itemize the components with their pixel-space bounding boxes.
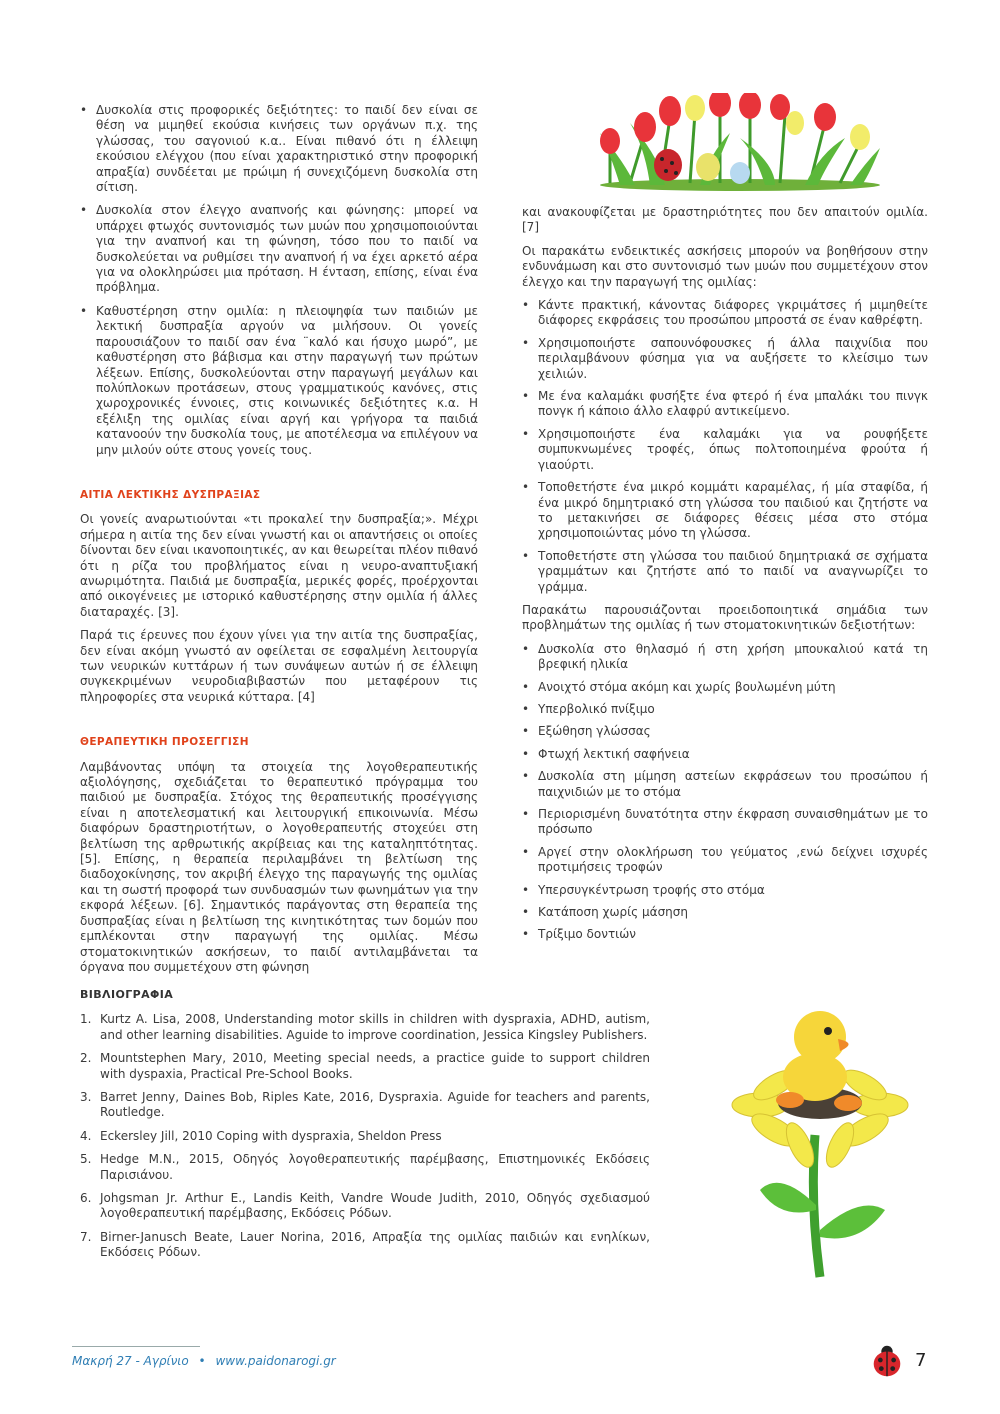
- list-item: • Με ένα καλαμάκι φυσήξτε ένα φτερό ή ένα μπαλάκι του πινγκ πονγκ ή κάποιο άλλο ελαφρύ αντικείμενο.: [522, 389, 928, 420]
- list-item: • Υπερβολικό πνίξιμο: [522, 702, 928, 717]
- paragraph: Οι παρακάτω ενδεικτικές ασκήσεις μπορούν να βοηθήσουν στην ενδυνάμωση και στο συντονισμό των μυών που συμμετέχουν στον έλεγχο και την παραγωγή της ομιλίας:: [522, 243, 928, 289]
- item-number: 5.: [80, 1152, 92, 1167]
- citation: Kurtz A. Lisa, 2008, Understanding motor skills in children with dyspraxia, ADHD, autism, and other learning disabilities. Aguide to improve coordination, Jessica Kingsley Publishers.: [100, 1012, 650, 1042]
- footer-divider: [72, 1346, 200, 1347]
- footer-website[interactable]: www.paidonarogi.gr: [215, 1354, 336, 1368]
- list-item: • Τοποθετήστε ένα μικρό κομμάτι καραμέλας, ή μία σταφίδα, ή ένα μικρό δημητριακό στη γλώσσα του παιδιού και ζητήστε να το μετακινήσει σε διάφορες θέσεις μέσα στο στόμα χρησιμοποιώντας μόνο τη γλώσσα.: [522, 480, 928, 542]
- list-item: [80, 1012, 650, 1043]
- list-item: • Δυσκολία στον έλεγχο αναπνοής και φώνησης: μπορεί να υπάρχει φτωχός συντονισμός των μυών που χρησιμοποιούνται για την αναπνοή και τη φώνηση, τόσο που το παιδί να δυσκολεύεται να ρυθμίσει την αναπνοή ή να έχει αρκετό αέρα για να ολοκληρώσει μια πρόταση. Η ένταση, επίσης, είναι ένα πρόβλημα.: [80, 203, 478, 295]
- duck-flower-illustration: [720, 1005, 920, 1280]
- list-item: • Εξώθηση γλώσσας: [522, 724, 928, 739]
- paragraph: Οι γονείς αναρωτιούνται «τι προκαλεί την δυσπραξία;». Μέχρι σήμερα η αιτία της δεν είναι γνωστή και οι απαντήσεις οι οποίες δίνονται δεν είναι ικανοποιητικές, αν και θεωρείται πλέον πιθανό ότι η ρίζα του προβλήματος είναι η νευρο-αναπτυξιακή ανωριμότητα. Παιδιά με δυσπραξία, μερικές φορές, προέρχονται από οικογένειες με ιστορικό καθυστέρησης στην ομιλία ή άλλες διαταραχές. [3].: [80, 512, 478, 619]
- bibliography-heading: ΒΙΒΛΙΟΓΡΑΦΙΑ: [80, 988, 174, 1001]
- list-item: [80, 1230, 650, 1261]
- list-item: • Τοποθετήστε στη γλώσσα του παιδιού δημητριακά σε σχήματα γραμμάτων και ζητήστε από το παιδί να αναγνωρίζει το γράμμα.: [522, 549, 928, 595]
- section-heading-causes: ΑΙΤΙΑ ΛΕΚΤΙΚΗΣ ΔΥΣΠΡΑΞΙΑΣ: [80, 488, 261, 501]
- item-number: 7.: [80, 1229, 92, 1244]
- list-item: • Τρίξιμο δοντιών: [522, 927, 928, 942]
- item-number: 2.: [80, 1051, 92, 1066]
- paragraph: Παρακάτω παρουσιάζονται προειδοποιητικά σημάδια των προβλημάτων της ομιλίας ή των στοματοκινητικών δεξιοτήτων:: [522, 602, 928, 633]
- left-column: [80, 103, 478, 983]
- list-item: • Περιορισμένη δυνατότητα στην έκφραση συναισθημάτων με το πρόσωπο: [522, 807, 928, 838]
- difficulty-list: [80, 103, 478, 458]
- tulips-illustration: [590, 93, 890, 193]
- section-heading-therapy: ΘΕΡΑΠΕΥΤΙΚΗ ΠΡΟΣΕΓΓΙΣΗ: [80, 736, 249, 749]
- paragraph: και ανακουφίζεται με δραστηριότητες που δεν απαιτούν ομιλία. [7]: [522, 205, 928, 235]
- item-number: 1.: [80, 1012, 92, 1027]
- paragraph: Παρά τις έρευνες που έχουν γίνει για την αιτία της δυσπραξίας, δεν είναι ακόμη γνωστό αν οφείλεται σε εσφαλμένη λειτουργία των νευρικών κυττάρων ή των συνάψεων αυτών ή σε έλλειψη συγκεκριμένων νευροδιαβιβαστών που μεταφέρουν τις πληροφορίες στα νευρικά κύτταρα. [4]: [80, 628, 478, 704]
- list-item: • Υπερσυγκέντρωση τροφής στο στόμα: [522, 883, 928, 898]
- footer: [72, 1354, 336, 1368]
- list-item: • Καθυστέρηση στην ομιλία: η πλειοψηφία των παιδιών με λεκτική δυσπραξία αργούν να μιλήσουν. Οι γονείς παρουσιάζουν το παιδί σαν ένα ¨καλό και ήσυχο μωρό”, με καθυστέρηση στο βάβισμα και στην παραγωγή των πρώτων λέξεων. Επίσης, δυσκολεύονται στην παραγωγή μεγάλων και πολύπλοκων προτάσεων, στους γραμματικούς κανόνες, στις χωροχρονικές έννοιες, στις κοινωνικές δεξιότητες κ.α. Η εξέλιξη της ομιλίας είναι αργή και γρήγορα τα παιδιά κατανοούν την δυσκολία τους, με αποτέλεσμα να επιλέγουν να μην μιλούν ούτε στους γονείς τους.: [80, 304, 478, 458]
- list-item: [80, 1152, 650, 1183]
- citation: Johgsman Jr. Arthur E., Landis Keith, Vandre Woude Judith, 2010, Οδηγός σχεδιασμού λογοθεραπευτική παρέμβασης, Εκδόσεις Ρόδων.: [100, 1191, 650, 1221]
- list-item: [80, 1129, 650, 1144]
- list-item: • Κάντε πρακτική, κάνοντας διάφορες γκριμάτσες ή μιμηθείτε διάφορες εκφράσεις του προσώπου μπροστά σε έναν καθρέφτη.: [522, 298, 928, 329]
- list-item: [80, 1090, 650, 1121]
- list-item: • Ανοιχτό στόμα ακόμη και χωρίς βουλωμένη μύτη: [522, 680, 928, 695]
- citation: Birner-Janusch Beate, Lauer Norina, 2016, Απραξία της ομιλίας παιδιών και ενηλίκων, Εκδόσεις Ρόδων.: [100, 1229, 650, 1260]
- footer-address: Μακρή 27 - Αγρίνιο: [72, 1354, 189, 1368]
- warning-signs-list: [522, 642, 928, 943]
- list-item: [80, 1051, 650, 1082]
- item-number: 3.: [80, 1090, 92, 1105]
- citation: Mountstephen Mary, 2010, Meeting special needs, a practice guide to support children with dyspaxia, Practical Pre-School Books.: [100, 1051, 650, 1081]
- citation: Hedge M.N., 2015, Οδηγός λογοθεραπευτικής παρέμβασης, Επιστημονικές Εκδόσεις Παρισιάνου.: [100, 1152, 650, 1182]
- ladybug-icon: [868, 1342, 906, 1380]
- paragraph: Λαμβάνοντας υπόψη τα στοιχεία της λογοθεραπευτικής αξιολόγησης, σχεδιάζεται το θεραπευτικό πρόγραμμα του παιδιού με δυσπραξία. Στόχος της θεραπευτικής προσέγγισης είναι η αποτελεσματική και λειτουργική επικοινωνία. Μέσω διαφόρων δραστηριοτήτων, ο λογοθεραπευτής στοχεύει στη βελτίωση της αρθρωτικής ακρίβειας και της καταληπτότητας. [5]. Επίσης, η θεραπεία περιλαμβάνει τη βελτίωση της διαδοχοκίνησης, τον ακριβή έλεγχο της παραγωγής της ομιλίας και τη σωστή προφορά των συνδυασμών των φωνημάτων για την εκφορά λέξεων. [6]. Σημαντικός παράγοντας στη θεραπεία της δυσπραξίας είναι η βελτίωση της κινητικότητας των δομών που εμπλέκονται στην παραγωγή της ομιλίας. Μέσω στοματοκινητικών ασκήσεων, το παιδί αντιλαμβάνεται τα όργανα που συμμετέχουν στη φώνηση: [80, 759, 478, 974]
- list-item: • Χρησιμοποιήστε σαπουνόφουσκες ή άλλα παιχνίδια που περιλαμβάνουν φύσημα για να αυξήσετε το κλείσιμο των χειλιών.: [522, 336, 928, 382]
- list-item: • Κατάποση χωρίς μάσηση: [522, 905, 928, 920]
- list-item: • Δυσκολία στο θηλασμό ή στη χρήση μπουκαλιού κατά τη βρεφική ηλικία: [522, 642, 928, 673]
- bibliography-list: [80, 1012, 650, 1260]
- page-number: 7: [915, 1350, 927, 1371]
- item-number: 6.: [80, 1191, 92, 1206]
- footer-separator: •: [198, 1354, 206, 1368]
- bibliography-section: [80, 987, 650, 1269]
- list-item: • Χρησιμοποιήστε ένα καλαμάκι για να ρουφήξετε συμπυκνωμένες τροφές, όπως πολτοποιημένα φρούτα ή γιαούρτι.: [522, 427, 928, 473]
- right-column: [522, 205, 928, 951]
- list-item: • Φτωχή λεκτική σαφήνεια: [522, 747, 928, 762]
- citation: Eckersley Jill, 2010 Coping with dyspraxia, Sheldon Press: [100, 1128, 442, 1143]
- list-item: [80, 1191, 650, 1222]
- list-item: • Δυσκολία στη μίμηση αστείων εκφράσεων του προσώπου ή παιχνιδιών με το στόμα: [522, 769, 928, 800]
- list-item: • Αργεί στην ολοκλήρωση του γεύματος ,ενώ δείχνει ισχυρές προτιμήσεις τροφών: [522, 845, 928, 876]
- list-item: • Δυσκολία στις προφορικές δεξιότητες: το παιδί δεν είναι σε θέση να μιμηθεί εκούσια κινήσεις των οργάνων π.χ. της γλώσσας, του σαγονιού κ.α.. Είναι πιθανό ότι η έλλειψη εκούσιου ελέγχου (που είναι χαρακτηριστικό στην προφορική απραξία) συνδέεται με πρώιμη ή συνεχιζόμενη δυσκολία στη σίτιση.: [80, 103, 478, 195]
- item-number: 4.: [80, 1128, 92, 1143]
- citation: Barret Jenny, Daines Bob, Riples Kate, 2016, Dyspraxia. Aguide for teachers and parents, Routledge.: [100, 1090, 650, 1120]
- exercise-list: [522, 298, 928, 595]
